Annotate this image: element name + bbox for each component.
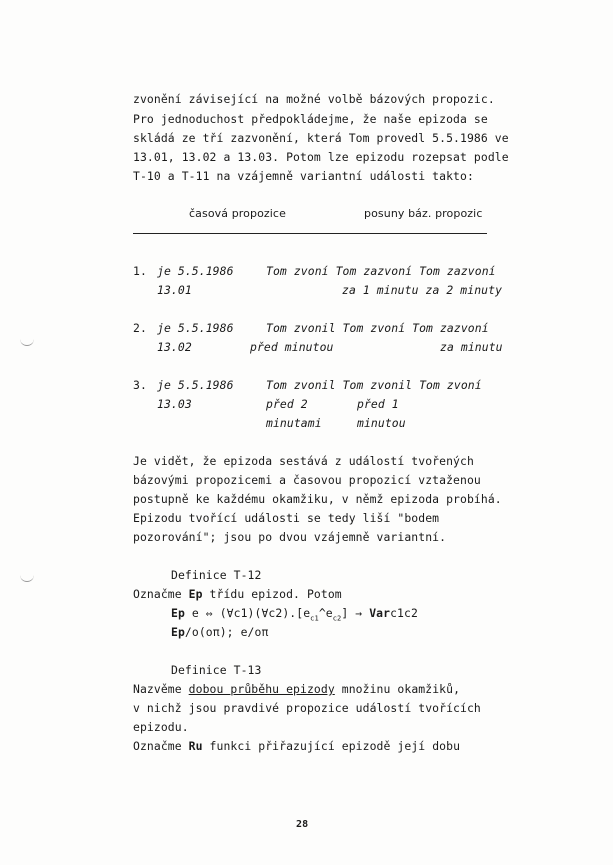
- definition-t13-line-4: Označme Ru funkci přiřazující epizodě její dobu: [133, 739, 461, 753]
- table-rule: [133, 233, 487, 234]
- row-3-line-3b: minutou: [357, 416, 406, 430]
- table-head-shifts: posuny báz. propozic: [364, 207, 483, 220]
- row-3-line-3a: minutami: [266, 416, 322, 430]
- row-2-line-2a: před minutou: [250, 340, 334, 354]
- row-1-date: je 5.5.1986: [157, 264, 234, 278]
- row-1-line-1: Tom zvoní Tom zazvoní Tom zazvoní: [266, 264, 496, 278]
- row-3-time: 13.03: [157, 397, 192, 411]
- definition-t13-line-3: epizodu.: [133, 720, 189, 734]
- para2-line-3: postupně ke každému okamžiku, v němž epizoda probíhá.: [133, 492, 502, 506]
- para1-line-5: T-10 a T-11 na vzájemně variantní události takto:: [133, 169, 474, 183]
- row-3-line-2b: před 1: [357, 397, 399, 411]
- definition-t13-title: Definice T-13: [171, 663, 262, 677]
- row-3-line-2a: před 2: [266, 397, 308, 411]
- page-number: 28: [296, 819, 309, 830]
- definition-t12-intro: Označme Ep třídu epizod. Potom: [133, 587, 342, 601]
- para2-line-2: bázovými propozicemi a časovou propozicí vztaženou: [133, 473, 481, 487]
- definition-t12-formula-1: Ep e ⇔ $(\forall c1)(\forall c2).[e_{c1}\^{}e_{c2}]$ → Varc1c2: [171, 606, 418, 623]
- para1-line-4: 13.01, 13.02 a 13.03. Potom lze epizodu rozepsat podle: [133, 150, 509, 164]
- definition-t12-formula-2: Ep/o(οπ); e/οπ: [171, 625, 269, 639]
- row-2-line-1: Tom zvonil Tom zvoní Tom zazvoní: [266, 321, 489, 335]
- para2-line-4: Epizodu tvořící události se tedy liší "bodem: [133, 511, 440, 525]
- para2-line-5: pozorování"; jsou po dvou vzájemně variantní.: [133, 530, 447, 544]
- row-2-time: 13.02: [157, 340, 192, 354]
- margin-mark: [20, 337, 34, 346]
- row-3-line-1: Tom zvonil Tom zvonil Tom zvoní: [266, 378, 482, 392]
- definition-t13-line-1: Nazvěme dobou průběhu epizody množinu okamžiků,: [133, 682, 461, 696]
- row-1-time: 13.01: [157, 283, 192, 297]
- table-head-time: časová propozice: [189, 207, 286, 220]
- para1-line-2: Pro jednoduchost předpokládejme, že naše epizoda se: [133, 112, 488, 126]
- row-2-date: je 5.5.1986: [157, 321, 234, 335]
- row-3-date: je 5.5.1986: [157, 378, 234, 392]
- margin-mark: [20, 573, 34, 582]
- row-3-number: 3.: [133, 378, 147, 392]
- para1-line-1: zvonění závisející na možné volbě bázových propozic.: [133, 92, 495, 106]
- row-2-line-2b: za minutu: [440, 340, 503, 354]
- para1-line-3: skládá ze tří zazvonění, která Tom provedl 5.5.1986 ve: [133, 131, 509, 145]
- row-2-number: 2.: [133, 321, 147, 335]
- definition-t13-line-2: v nichž jsou pravdivé propozice událostí tvořících: [133, 701, 481, 715]
- para2-line-1: Je vidět, že epizoda sestává z událostí tvořených: [133, 454, 474, 468]
- row-1-line-2: za 1 minutu za 2 minuty: [342, 283, 503, 297]
- definition-t12-title: Definice T-12: [171, 568, 262, 582]
- row-1-number: 1.: [133, 264, 147, 278]
